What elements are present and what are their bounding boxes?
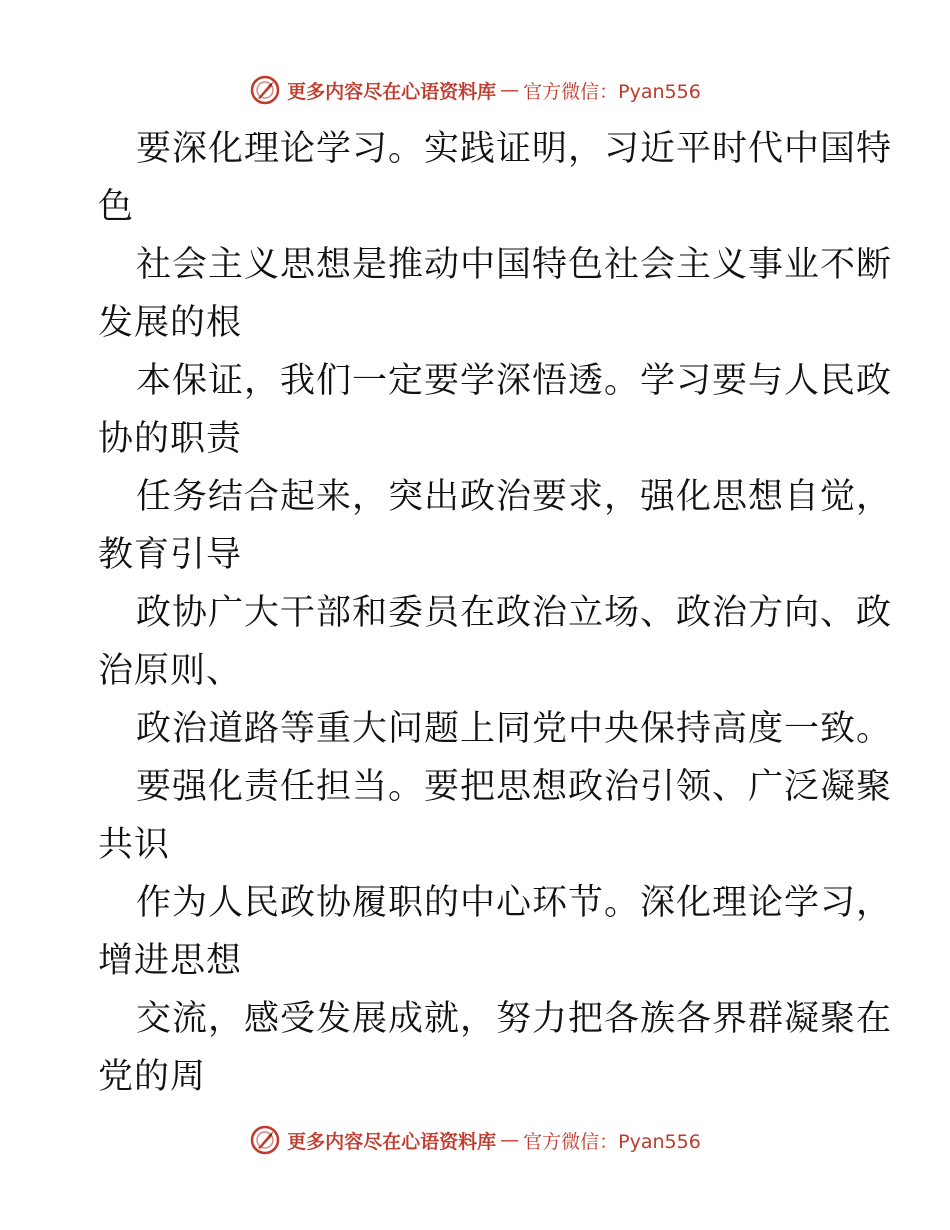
text-line: 教育引导: [98, 535, 243, 575]
text-line: 政协广大干部和委员在政治立场、政治方向、政: [136, 593, 893, 633]
banner-wechat: 官方微信：Pyan556: [523, 80, 701, 103]
text-line: 本保证，我们一定要学深悟透。学习要与人民政: [136, 361, 893, 401]
text-line: 要强化责任担当。要把思想政治引领、广泛凝聚: [136, 767, 893, 807]
banner-dash: —: [500, 79, 520, 101]
pen-nib-logo-icon: [249, 74, 281, 106]
banner-title: 更多内容尽在心语资料库: [287, 80, 497, 103]
pen-nib-logo-icon: [249, 1124, 281, 1156]
footer-banner: [0, 1120, 950, 1160]
banner-wechat: 官方微信：Pyan556: [523, 1130, 701, 1153]
text-line: 发展的根: [98, 303, 243, 343]
text-line: 治原则、: [98, 651, 243, 691]
text-line: 增进思想: [98, 941, 243, 981]
text-line: 共识: [98, 825, 171, 865]
text-line: 交流，感受发展成就，努力把各族各界群凝聚在: [136, 999, 893, 1039]
banner-dash: —: [500, 1129, 520, 1151]
banner-title: 更多内容尽在心语资料库: [287, 1130, 497, 1153]
text-line: 作为人民政协履职的中心环节。深化理论学习，: [136, 883, 893, 923]
text-line: 社会主义思想是推动中国特色社会主义事业不断: [136, 245, 893, 285]
text-line: 党的周: [98, 1057, 207, 1097]
text-line: 要深化理论学习。实践证明，习近平时代中国特: [136, 129, 893, 169]
text-line: 任务结合起来，突出政治要求，强化思想自觉，: [136, 477, 893, 517]
text-line: 政治道路等重大问题上同党中央保持高度一致。: [136, 709, 893, 749]
text-line: 协的职责: [98, 419, 243, 459]
document-body: [98, 120, 893, 1106]
text-line: 色: [98, 187, 135, 227]
header-banner: [0, 70, 950, 110]
